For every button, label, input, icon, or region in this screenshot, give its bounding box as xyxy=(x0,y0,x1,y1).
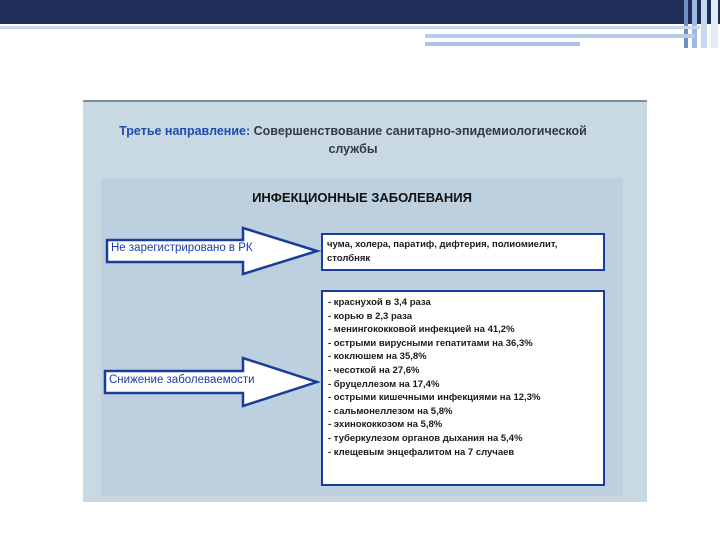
slide-title xyxy=(103,122,603,158)
list-item: - краснухой в 3,4 раза xyxy=(328,297,431,308)
arrow1-label: Не зарегистрировано в РК xyxy=(111,242,253,254)
content-panel xyxy=(101,178,623,496)
list-item: - менингококковой инфекцией на 41,2% xyxy=(328,324,515,336)
list-item: - коклюшем на 35,8% xyxy=(328,351,427,363)
list-item: - эхинококкозом на 5,8% xyxy=(328,419,443,431)
header-band xyxy=(0,0,720,24)
header-rule xyxy=(0,26,700,29)
decrease-list-box xyxy=(321,290,605,486)
slide-figure xyxy=(83,100,647,502)
title-lead: Третье направление: xyxy=(119,124,251,138)
title-rest: Совершенствование санитарно-эпидемиологической службы xyxy=(250,124,587,156)
list-item: - чесоткой на 27,6% xyxy=(328,364,420,376)
list-item: - бруцеллезом на 17,4% xyxy=(328,378,440,390)
arrow2-label: Снижение заболеваемости xyxy=(109,374,255,386)
header-stripes xyxy=(680,0,720,48)
header-rule-short xyxy=(425,34,695,38)
not-registered-box: чума, холера, паратиф, дифтерия, полиомиелит, столбняк xyxy=(321,233,605,271)
header-rule-shorter xyxy=(425,42,580,46)
list-item: - клещевым энцефалитом на 7 случаев xyxy=(328,446,515,458)
section-heading: ИНФЕКЦИОННЫЕ ЗАБОЛЕВАНИЯ xyxy=(252,190,472,205)
list-item: - сальмонеллезом на 5,8% xyxy=(328,405,453,417)
list-item: - корью в 2,3 раза xyxy=(328,310,413,322)
list-item: - острыми кишечными инфекциями на 12,3% xyxy=(328,392,541,404)
list-item: - туберкулезом органов дыхания на 5,4% xyxy=(328,432,523,444)
list-item: - острыми вирусными гепатитами на 36,3% xyxy=(328,337,533,349)
